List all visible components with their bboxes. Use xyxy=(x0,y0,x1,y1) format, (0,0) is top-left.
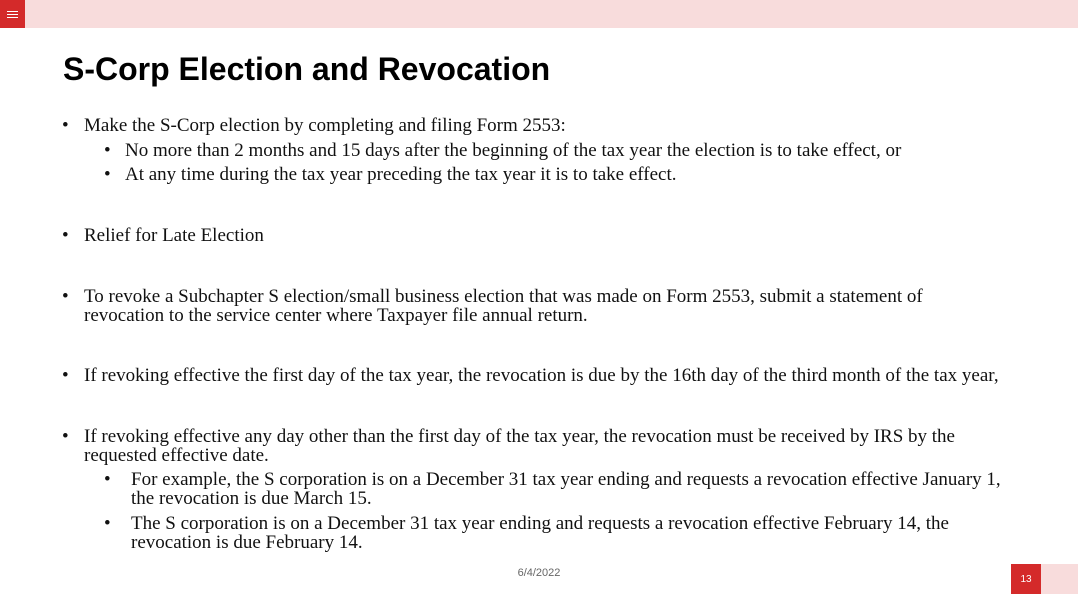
hamburger-menu-icon[interactable] xyxy=(0,0,25,28)
sub-bullet-glyph: • xyxy=(104,164,111,185)
page-number: 13 xyxy=(1011,564,1041,594)
bullet-late-election-relief: Relief for Late Election xyxy=(84,225,264,246)
footer-date: 6/4/2022 xyxy=(517,567,561,579)
sub-bullet-two-months: No more than 2 months and 15 days after the beginning of the tax year the election is to take effect, or xyxy=(125,140,902,161)
bullet-revoke-first-day: If revoking effective the first day of the tax year, the revocation is due by the 16th day of the third month of the tax year, xyxy=(84,365,999,386)
sub-bullet-example-line-2: the revocation is due March 15. xyxy=(131,488,372,509)
sub-bullet-glyph: • xyxy=(104,140,111,161)
bullet-revoke-other-day-line-2: requested effective date. xyxy=(84,445,269,466)
bullet-glyph: • xyxy=(62,225,69,246)
top-bar xyxy=(0,0,1078,28)
bullet-glyph: • xyxy=(62,115,69,136)
bullet-revoke-other-day-line-1: If revoking effective any day other than the first day of the tax year, the revocation must be received by IRS by the xyxy=(84,426,955,447)
bullet-revoke-line-2: revocation to the service center where Taxpayer file annual return. xyxy=(84,305,588,326)
slide-title: S-Corp Election and Revocation xyxy=(63,51,551,87)
bullet-glyph: • xyxy=(62,286,69,307)
bullet-glyph: • xyxy=(62,426,69,447)
page-number-accent xyxy=(1041,564,1078,594)
bullet-glyph: • xyxy=(62,365,69,386)
sub-bullet-feb-line-1: The S corporation is on a December 31 tax year ending and requests a revocation effective February 14, the xyxy=(131,513,949,534)
sub-bullet-glyph: • xyxy=(104,469,111,490)
bullet-revoke-line-1: To revoke a Subchapter S election/small business election that was made on Form 2553, submit a statement of xyxy=(84,286,923,307)
sub-bullet-preceding-year: At any time during the tax year preceding the tax year it is to take effect. xyxy=(125,164,677,185)
sub-bullet-glyph: • xyxy=(104,513,111,534)
sub-bullet-feb-line-2: revocation is due February 14. xyxy=(131,532,363,553)
sub-bullet-example-line-1: For example, the S corporation is on a December 31 tax year ending and requests a revocation effective January 1, xyxy=(131,469,1001,490)
bullet-election-filing: Make the S-Corp election by completing and filing Form 2553: xyxy=(84,115,566,136)
